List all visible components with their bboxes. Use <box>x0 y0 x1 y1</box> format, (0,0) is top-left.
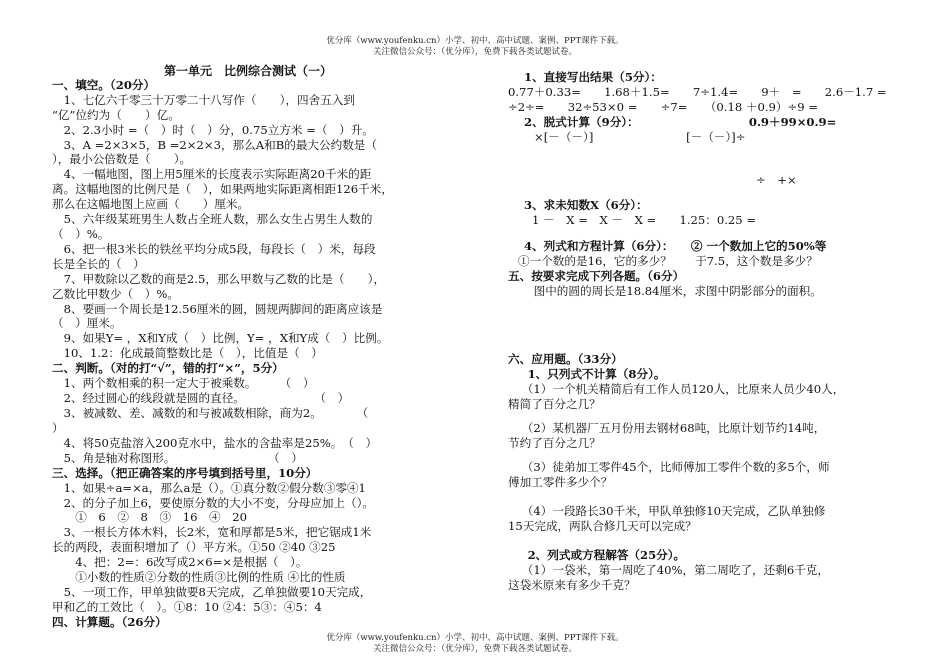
question-line: 长是全长的（ ） <box>52 257 145 271</box>
question-line: 1、七亿六千零三十万零二十八写作（ ），四舍五入到 <box>52 93 356 107</box>
question-line: （1）一袋米，第一周吃了40%，第二周吃了，还剩6千克， <box>516 563 829 577</box>
question-line: 1、两个数相乘的积一定大于被乘数。 （ ） <box>52 376 315 390</box>
subsection-heading: 1、直接写出结果（5分）： <box>524 70 662 84</box>
subsection-heading: 4、列式和方程计算（6分）： ② 一个数加上它的50%等 <box>524 239 827 253</box>
question-line: 2、2.3小时 =（ ）时（ ）分，0.75立方米 =（ ）升。 <box>52 123 374 137</box>
question-line: 4、一幅地图，图上用5厘米的长度表示实际距离20千米的距 <box>52 167 372 181</box>
subsection-heading: 1、只列式不计算（8分）。 <box>516 367 666 381</box>
question-line: ），最小公倍数是（ ）。 <box>52 152 192 166</box>
question-line: （2）某机器厂五月份用去钢材68吨，比原计划节约14吨， <box>516 421 826 435</box>
question-line: 5、六年级某班男生人数占全班人数，那么女生占男生人数的 <box>52 212 373 226</box>
question-line: 10、1.2：化成最简整数比是（ ），比值是（ ） <box>52 346 323 360</box>
question-line: 2、的分子加上6，要使原分数的大小不变，分母应加上（）。 <box>52 496 374 510</box>
question-line: 长的两段，表面积增加了（）平方米。①50 ②40 ③25 <box>52 540 336 554</box>
section-true-false-heading: 二、判断。（对的打“√”，错的打“×”，5分） <box>52 361 284 375</box>
question-line: 4、把：2=：6改写成2×6=×是根据（ ）。 <box>52 555 308 569</box>
question-line: 8、要画一个周长是12.56厘米的圆，圆规两脚间的距离应该是 <box>52 302 383 316</box>
subsection-heading: 2、列式或方程解答（25分）。 <box>516 548 686 562</box>
question-line: 甲和乙的工效比（ ）。①8：10 ②4：5③：④5：4 <box>52 600 322 614</box>
section-word-problems-heading: 六、应用题。（33分） <box>508 352 623 366</box>
question-line: 5、一项工作，甲单独做要8天完成，乙单独做要10天完成， <box>52 585 372 599</box>
question-line: 这袋米原来有多少千克？ <box>508 578 636 592</box>
page-header <box>0 36 950 58</box>
question-line: ×[－（－）] [－（－）]÷ <box>534 130 746 144</box>
question-line: ÷ +× <box>756 173 797 187</box>
question-line: 1 － X = X － X = 1.25：0.25 = <box>532 213 757 227</box>
question-line: 9、如果Y= ，X和Y成（ ）比例，Y= ，X和Y成（ ）比例。 <box>52 331 389 345</box>
question-line: 节约了百分之几？ <box>508 436 601 450</box>
question-line: ①小数的性质②分数的性质③比例的性质 ④比的性质 <box>52 570 346 584</box>
question-line: 6、把一根3米长的铁丝平均分成5段，每段长（ ）米，每段 <box>52 242 376 256</box>
question-line: 3、被减数、差、减数的和与被减数相除，商为2。 （ <box>52 406 369 420</box>
question-line: 图中的圆的周长是18.84厘米，求图中阴影部分的面积。 <box>522 284 822 298</box>
question-line: 5、角是轴对称图形。 （ ） <box>52 451 303 465</box>
section-choice-heading: 三、选择。（把正确答案的序号填到括号里，10分） <box>52 466 318 480</box>
question-line: 3、A =2×3×5，B =2×2×3，那么A和B的最大公约数是（ <box>52 138 377 152</box>
question-line: 2、经过圆心的线段就是圆的直径。 （ ） <box>52 391 350 405</box>
question-line: 乙数比甲数少（ ）%。 <box>52 287 179 301</box>
question-line: （1）一个机关精简后有工作人员120人，比原来人员少40人， <box>516 382 845 396</box>
section-calculation-heading: 四、计算题。（26分） <box>52 615 167 629</box>
footer-line-2: 关注微信公众号：（优分库），免费下载各类试题试卷。 <box>372 644 577 654</box>
footer-line-1: 优分库（www.youfenku.cn）小学、初中、高中试题、案例、PPT课件下载。 <box>326 633 624 643</box>
question-line: “亿”位约为（ ）亿。 <box>52 108 180 122</box>
exam-title: 第一单元 比例综合测试（一） <box>164 64 333 78</box>
question-line: 0.77＋0.33= 1.68＋1.5= 7÷1.4= 9＋ = 2.6－1.7 = <box>508 85 887 99</box>
question-line: 4、将50克盐溶入200克水中，盐水的含盐率是25%。 （ ） <box>52 436 378 450</box>
question-line: ÷2÷= 32÷53×0 = ÷7= （0.18 ＋0.9）÷9 = <box>508 100 819 114</box>
page-footer <box>0 633 950 655</box>
section-fill-blank-heading: 一、填空。（20分） <box>52 78 156 92</box>
question-line: ） <box>52 421 64 435</box>
question-line: 精简了百分之几？ <box>508 397 601 411</box>
question-line: 傅加工零件多少个？ <box>508 475 613 489</box>
subsection-heading: 2、脱式计算（9分）： 0.9＋99×0.9= <box>524 115 837 129</box>
question-line: （3）徒弟加工零件45个，比师傅加工零件个数的多5个，师 <box>516 460 830 474</box>
question-line: 1、如果÷a=×a，那么a是（）。①真分数②假分数③零④1 <box>52 481 366 495</box>
subsection-heading: 3、求未知数X（6分）： <box>524 198 648 212</box>
question-line: ①一个数的是16，它的多少？ 于7.5，这个数是多少？ <box>518 254 818 268</box>
header-line-2: 关注微信公众号：（优分库），免费下载各类试题试卷。 <box>372 47 577 57</box>
question-line: 15天完成，两队合修几天可以完成？ <box>508 519 697 533</box>
question-line: 离。这幅地图的比例尺是（ ），如果两地实际距离相距126千米， <box>52 182 393 196</box>
question-line: 3、一根长方体木料，长2米，宽和厚都是5米，把它锯成1米 <box>52 525 372 539</box>
question-line: （4）一段路长30千米，甲队单独修10天完成，乙队单独修 <box>516 504 826 518</box>
question-line: ① 6 ② 8 ③ 16 ④ 20 <box>52 510 247 524</box>
header-line-1: 优分库（www.youfenku.cn）小学、初中、高中试题、案例、PPT课件下载。 <box>326 36 624 46</box>
question-line: （ ）%。 <box>52 227 110 241</box>
question-line: 那么在这幅地图上应画（ ）厘米。 <box>52 197 250 211</box>
question-line: 7、甲数除以乙数的商是2.5，那么甲数与乙数的比是（ ）， <box>52 272 386 286</box>
section-geometry-heading: 五、按要求完成下列各题。（6分） <box>508 269 685 283</box>
question-line: （ ）厘米。 <box>52 316 122 330</box>
